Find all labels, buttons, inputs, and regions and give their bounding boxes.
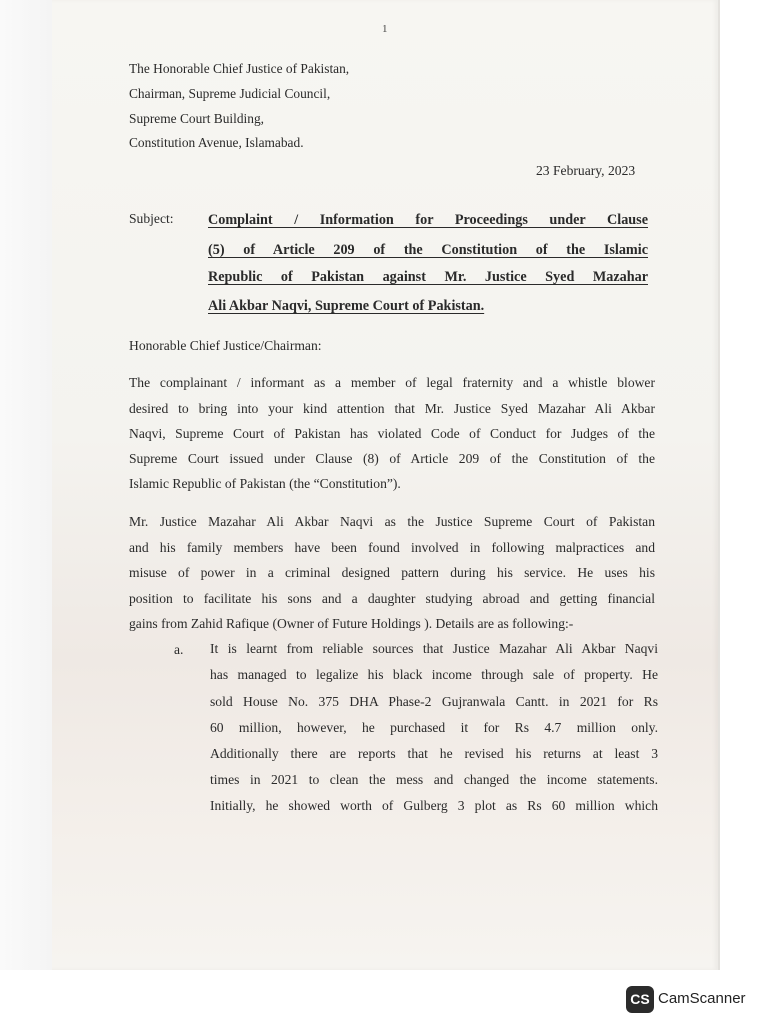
list-item-line: Additionally there are reports that he revised his returns at least 3 — [210, 746, 658, 761]
list-item-line: Initially, he showed worth of Gulberg 3 plot as Rs 60 million which — [210, 798, 658, 813]
subject-line: Republic of Pakistan against Mr. Justice Syed Mazahar — [208, 269, 648, 285]
address-line: The Honorable Chief Justice of Pakistan, — [129, 61, 350, 76]
scan-margin — [0, 0, 52, 970]
paragraph-line: Supreme Court issued under Clause (8) of Article 209 of the Constitution of the — [129, 451, 655, 466]
paragraph-line: misuse of power in a criminal designed pattern during his service. He uses his — [129, 565, 655, 580]
paragraph-line: gains from Zahid Rafique (Owner of Future Holdings ). Details are as following:- — [129, 616, 574, 631]
page-edge — [718, 0, 720, 970]
list-item-line: times in 2021 to clean the mess and changed the income statements. — [210, 772, 658, 787]
paragraph-line: Naqvi, Supreme Court of Pakistan has violated Code of Conduct for Judges of the — [129, 426, 655, 441]
letter-date: 23 February, 2023 — [536, 163, 636, 178]
address-line: Constitution Avenue, Islamabad. — [129, 135, 304, 150]
paragraph-line: Mr. Justice Mazahar Ali Akbar Naqvi as the Justice Supreme Court of Pakistan — [129, 514, 655, 529]
subject-label: Subject: — [129, 211, 174, 226]
subject-line: Complaint / Information for Proceedings under Clause — [208, 212, 648, 228]
list-item-line: has managed to legalize his black income through sale of property. He — [210, 667, 658, 682]
subject-line: (5) of Article 209 of the Constitution of the Islamic — [208, 242, 648, 258]
paragraph-line: and his family members have been found involved in following malpractices and — [129, 540, 655, 555]
list-item-line: 60 million, however, he purchased it for Rs 4.7 million only. — [210, 720, 658, 735]
camscanner-watermark: CamScanner — [658, 990, 746, 1007]
paragraph-line: Islamic Republic of Pakistan (the “Constitution”). — [129, 476, 401, 491]
list-item-line: It is learnt from reliable sources that Justice Mazahar Ali Akbar Naqvi — [210, 641, 658, 656]
page-number: 1 — [382, 23, 388, 35]
subject-line: Ali Akbar Naqvi, Supreme Court of Pakistan. — [208, 298, 485, 314]
camscanner-logo-text: CS — [630, 991, 650, 1007]
paragraph-line: desired to bring into your kind attention that Mr. Justice Syed Mazahar Ali Akbar — [129, 401, 655, 416]
list-item-line: sold House No. 375 DHA Phase-2 Gujranwala Cantt. in 2021 for Rs — [210, 694, 658, 709]
address-line: Supreme Court Building, — [129, 111, 265, 126]
address-line: Chairman, Supreme Judicial Council, — [129, 86, 331, 101]
paragraph-line: position to facilitate his sons and a daughter studying abroad and getting financial — [129, 591, 655, 606]
salutation: Honorable Chief Justice/Chairman: — [129, 338, 322, 353]
camscanner-logo-icon — [626, 986, 654, 1013]
paragraph-line: The complainant / informant as a member of legal fraternity and a whistle blower — [129, 375, 655, 390]
list-item-marker: a. — [174, 642, 184, 657]
